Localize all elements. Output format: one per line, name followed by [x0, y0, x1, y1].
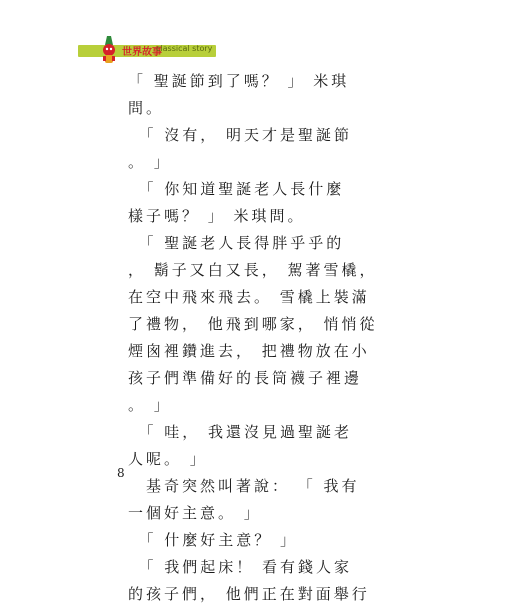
text-line: 「 哇， 我還沒見過聖誕老: [128, 423, 353, 441]
series-subtitle: classical story: [156, 44, 213, 53]
text-line: 「 聖誕老人長得胖乎乎的: [128, 234, 345, 252]
series-title: 世界故事: [122, 47, 162, 58]
text-line: 樣子嗎？ 」 米琪問。: [128, 207, 306, 225]
text-line: 。 」: [128, 153, 172, 171]
text-line: 孩子們準備好的長筒襪子裡邊: [128, 369, 363, 387]
text-line: 了禮物， 他飛到哪家， 悄悄從: [128, 315, 378, 333]
page-number: 8: [117, 466, 125, 480]
text-line: 「 聖誕節到了嗎？ 」 米琪: [128, 72, 350, 90]
text-line: 「 我們起床！ 看有錢人家: [128, 558, 353, 576]
story-text: [128, 68, 428, 608]
text-line: 「 沒有， 明天才是聖誕節: [128, 126, 353, 144]
text-line: ， 鬍子又白又長， 駕著雪橇，: [128, 261, 378, 279]
text-line: 的孩子們， 他們正在對面舉行: [128, 585, 370, 603]
text-line: 一個好主意。 」: [128, 504, 262, 522]
text-line: 在空中飛來飛去。 雪橇上裝滿: [128, 288, 370, 306]
series-header: [78, 36, 228, 62]
text-line: 「 你知道聖誕老人長什麼: [128, 180, 345, 198]
text-line: 「 什麼好主意？ 」: [128, 531, 299, 549]
text-line: 煙囪裡鑽進去， 把禮物放在小: [128, 342, 370, 360]
text-line: 基奇突然叫著說： 「 我有: [128, 477, 360, 495]
text-line: 人呢。 」: [128, 450, 208, 468]
text-line: 問。: [128, 99, 165, 117]
mascot-icon: [94, 36, 124, 66]
text-line: 。 」: [128, 396, 172, 414]
